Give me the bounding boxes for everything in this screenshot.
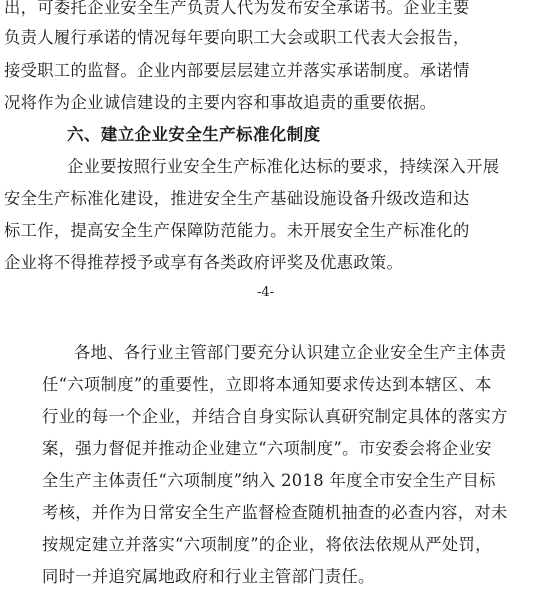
paragraph-line: 任“六项制度”的重要性，立即将本通知要求传达到本辖区、本 <box>42 375 492 394</box>
paragraph-line: 同时一并追究属地政府和行业主管部门责任。 <box>42 567 375 586</box>
paragraph-line: 企业要按照行业安全生产标准化达标的要求，持续深入开展 <box>67 157 500 176</box>
paragraph-line: 安全生产标准化建设，推进安全生产基础设施设备升级改造和达 <box>4 189 470 208</box>
paragraph-line: 各地、各行业主管部门要充分认识建立企业安全生产主体责 <box>74 343 507 362</box>
paragraph-line: 按规定建立并落实“六项制度”的企业，将依法依规从严处罚， <box>42 535 492 554</box>
paragraph-line: 标工作，提高安全生产保障防范能力。未开展安全生产标准化的 <box>4 221 470 240</box>
paragraph-line: 全生产主体责任“六项制度”纳入 2018 年度全市安全生产目标 <box>42 471 496 490</box>
paragraph-line: 案，强力督促并推动企业建立“六项制度”。市安委会将企业安 <box>42 439 492 458</box>
paragraph-line: 负责人履行承诺的情况每年要向职工大会或职工代表大会报告， <box>4 28 470 47</box>
paragraph-line: 况将作为企业诚信建设的主要内容和事故追责的重要依据。 <box>4 93 437 112</box>
paragraph-line: 行业的每一个企业，并结合自身实际认真研究制定具体的落实方 <box>42 407 508 426</box>
paragraph-line: 出，可委托企业安全生产负责人代为发布安全承诺书。企业主要 <box>4 0 470 17</box>
paragraph-line: 接受职工的监督。企业内部要层层建立并落实承诺制度。承诺情 <box>4 61 470 80</box>
paragraph-line: 考核，并作为日常安全生产监督检查随机抽查的必查内容，对未 <box>42 503 508 522</box>
section-heading: 六、建立企业安全生产标准化制度 <box>67 125 321 144</box>
page-number: -4- <box>257 285 275 300</box>
paragraph-line: 企业将不得推荐授予或享有各类政府评奖及优惠政策。 <box>4 253 404 272</box>
